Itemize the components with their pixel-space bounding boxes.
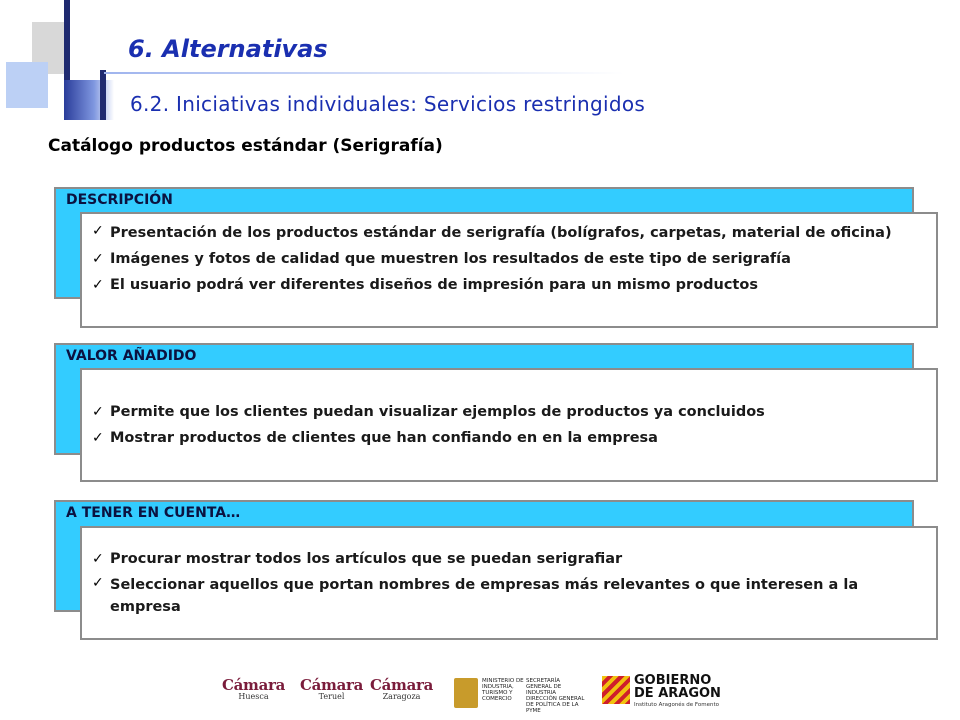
panel-label: DESCRIPCIÓN	[66, 192, 173, 208]
list-item: ✓ Imágenes y fotos de calidad que muestren los resultados de este tipo de serigrafía	[90, 246, 926, 272]
list-item: ✓ Seleccionar aquellos que portan nombres de empresas más relevantes o que interesen a la empresa	[90, 572, 926, 620]
list-item: ✓ Presentación de los productos estándar de serigrafía (bolígrafos, carpetas, material de oficina)	[90, 220, 926, 246]
panel-descripcion-content	[80, 212, 938, 328]
header-decoration	[6, 62, 48, 108]
panel-tener-content	[80, 526, 938, 640]
ministry-logo: MINISTERIO DE INDUSTRIA, TURISMO Y COMERCIO SECRETARÍA GENERAL DE INDUSTRIA DIRECCIÓN GENERAL DE POLÍTICA DE LA PYME	[454, 678, 584, 708]
list-item: ✓ Procurar mostrar todos los artículos que se puedan serigrafiar	[90, 546, 926, 572]
camara-teruel-logo: Cámara Teruel	[300, 676, 364, 701]
list-item: ✓ Mostrar productos de clientes que han confiando en en la empresa	[90, 425, 926, 451]
check-icon: ✓	[92, 551, 104, 567]
panel-valor-content	[80, 368, 938, 482]
header-rule	[104, 72, 624, 74]
check-icon: ✓	[92, 404, 104, 420]
check-icon: ✓	[92, 223, 104, 239]
camara-zaragoza-logo: Cámara Zaragoza	[370, 676, 434, 701]
panel-label: A TENER EN CUENTA…	[66, 505, 241, 521]
panel-label: VALOR AÑADIDO	[66, 348, 197, 364]
check-icon: ✓	[92, 430, 104, 446]
footer-logos	[222, 670, 722, 714]
header-decoration	[100, 70, 106, 120]
gobierno-aragon-logo: GOBIERNO DE ARAGON Instituto Aragonés de Fomento	[602, 674, 722, 712]
aragon-flag-icon	[602, 676, 630, 704]
check-icon: ✓	[92, 277, 104, 293]
camara-huesca-logo: Cámara Huesca	[222, 676, 286, 701]
list-item: ✓ Permite que los clientes puedan visualizar ejemplos de productos ya concluidos	[90, 399, 926, 425]
check-icon: ✓	[92, 575, 104, 591]
list-item: ✓ El usuario podrá ver diferentes diseños de impresión para un mismo productos	[90, 272, 926, 298]
check-icon: ✓	[92, 251, 104, 267]
header-decoration	[64, 80, 114, 120]
slide-subtitle: 6.2. Iniciativas individuales: Servicios restringidos	[130, 92, 646, 116]
slide-title: 6. Alternativas	[128, 35, 328, 63]
section-heading: Catálogo productos estándar (Serigrafía)	[48, 136, 443, 156]
coat-of-arms-icon	[454, 678, 478, 708]
